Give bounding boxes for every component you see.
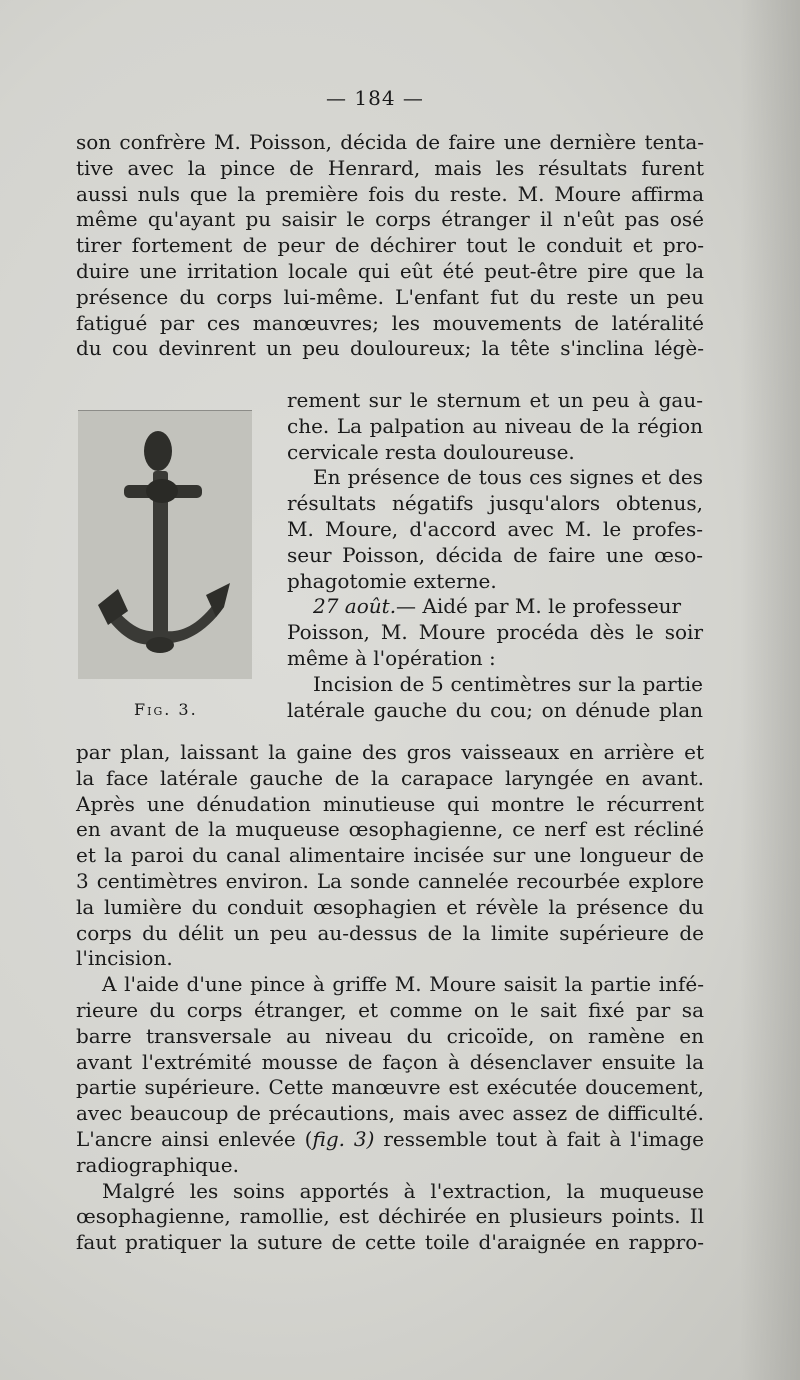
text-line: œsophagienne, ramollie, est déchirée en plusieurs points. Il — [76, 1204, 704, 1229]
text-line: Incision de 5 centimètres sur la partie — [313, 671, 703, 696]
text-line: En présence de tous ces signes et des — [313, 465, 703, 490]
text-line — [287, 594, 703, 620]
text-line: Après une dénudation minutieuse qui montre le récurrent — [76, 791, 704, 816]
text-line: 3 centimètres environ. La sonde cannelée recourbée explore — [76, 868, 704, 893]
text-line: son confrère M. Poisson, décida de faire une dernière tenta- — [76, 130, 704, 154]
text-line: tirer fortement de peur de déchirer tout le conduit et pro- — [76, 233, 704, 258]
text-line: la face latérale gauche de la carapace laryngée en avant. — [76, 765, 704, 790]
figure-caption: Fig. 3. — [134, 700, 198, 719]
top-paragraph — [76, 130, 704, 362]
text-line: che. La palpation au niveau de la région — [287, 413, 703, 438]
text-segment: L'ancre ainsi enlevée ( — [76, 1126, 313, 1151]
text-line: résultats négatifs jusqu'alors obtenus, — [287, 491, 703, 516]
text-line: avec beaucoup de précautions, mais avec assez de difficulté. — [76, 1101, 704, 1126]
side-paragraph — [287, 388, 703, 723]
text-line: radiographique. — [76, 1152, 239, 1177]
text-line: Poisson, M. Moure procéda dès le soir — [287, 620, 703, 645]
page-shadow — [740, 0, 800, 1380]
text-line: corps du délit un peu au-dessus de la limite supérieure de — [76, 920, 704, 945]
text-line: M. Moure, d'accord avec M. le profes- — [287, 516, 703, 541]
text-segment: — Aidé par M. le professeur — [396, 594, 682, 619]
text-line: aussi nuls que la première fois du reste. M. Moure affirma — [76, 181, 704, 206]
text-line: avant l'extrémité mousse de façon à désenclaver ensuite la — [76, 1049, 704, 1074]
text-line: tive avec la pince de Henrard, mais les résultats furent — [76, 155, 704, 180]
page-number: — 184 — — [326, 86, 424, 110]
text-line: rement sur le sternum et un peu à gau- — [287, 388, 703, 412]
text-line: seur Poisson, décida de faire une œso- — [287, 542, 703, 567]
text-line: Malgré les soins apportés à l'extraction, la muqueuse — [102, 1178, 704, 1203]
text-line: partie supérieure. Cette manœuvre est exécutée doucement, — [76, 1075, 704, 1100]
text-line: faut pratiquer la suture de cette toile d'araignée en rappro- — [76, 1230, 704, 1255]
text-line: rieure du corps étranger, et comme on le sait fixé par sa — [76, 997, 704, 1022]
text-line: barre transversale au niveau du cricoïde, on ramène en — [76, 1023, 704, 1048]
text-line: même à l'opération : — [287, 645, 496, 670]
text-line: la lumière du conduit œsophagien et révèle la présence du — [76, 894, 704, 919]
text-line: cervicale resta douloureuse. — [287, 439, 575, 464]
text-line: l'incision. — [76, 946, 173, 971]
text-line: latérale gauche du cou; on dénude plan — [287, 697, 703, 722]
text-line — [76, 1127, 704, 1153]
text-line: et la paroi du canal alimentaire incisée sur une longueur de — [76, 843, 704, 868]
text-line: fatigué par ces manœuvres; les mouvements de latéralité — [76, 310, 704, 335]
text-line: présence du corps lui-même. L'enfant fut du reste un peu — [76, 284, 704, 309]
date-text: 27 août. — [313, 594, 397, 619]
text-line: en avant de la muqueuse œsophagienne, ce nerf est récliné — [76, 817, 704, 842]
text-line: même qu'ayant pu saisir le corps étranger il n'eût pas osé — [76, 207, 704, 232]
text-line: duire une irritation locale qui eût été peut-être pire que la — [76, 258, 704, 283]
text-line: par plan, laissant la gaine des gros vaisseaux en arrière et — [76, 740, 704, 764]
text-line: phagotomie externe. — [287, 568, 497, 593]
text-line: A l'aide d'une pince à griffe M. Moure saisit la partie infé- — [102, 972, 704, 997]
figure-reference: fig. 3) — [312, 1126, 375, 1151]
anchor-icon — [78, 411, 252, 679]
anchor-figure — [78, 410, 252, 679]
text-segment: ressemble tout à fait à l'image — [374, 1126, 705, 1151]
bottom-paragraph — [76, 740, 704, 1256]
text-line: du cou devinrent un peu douloureux; la tête s'inclina légè- — [76, 336, 704, 361]
